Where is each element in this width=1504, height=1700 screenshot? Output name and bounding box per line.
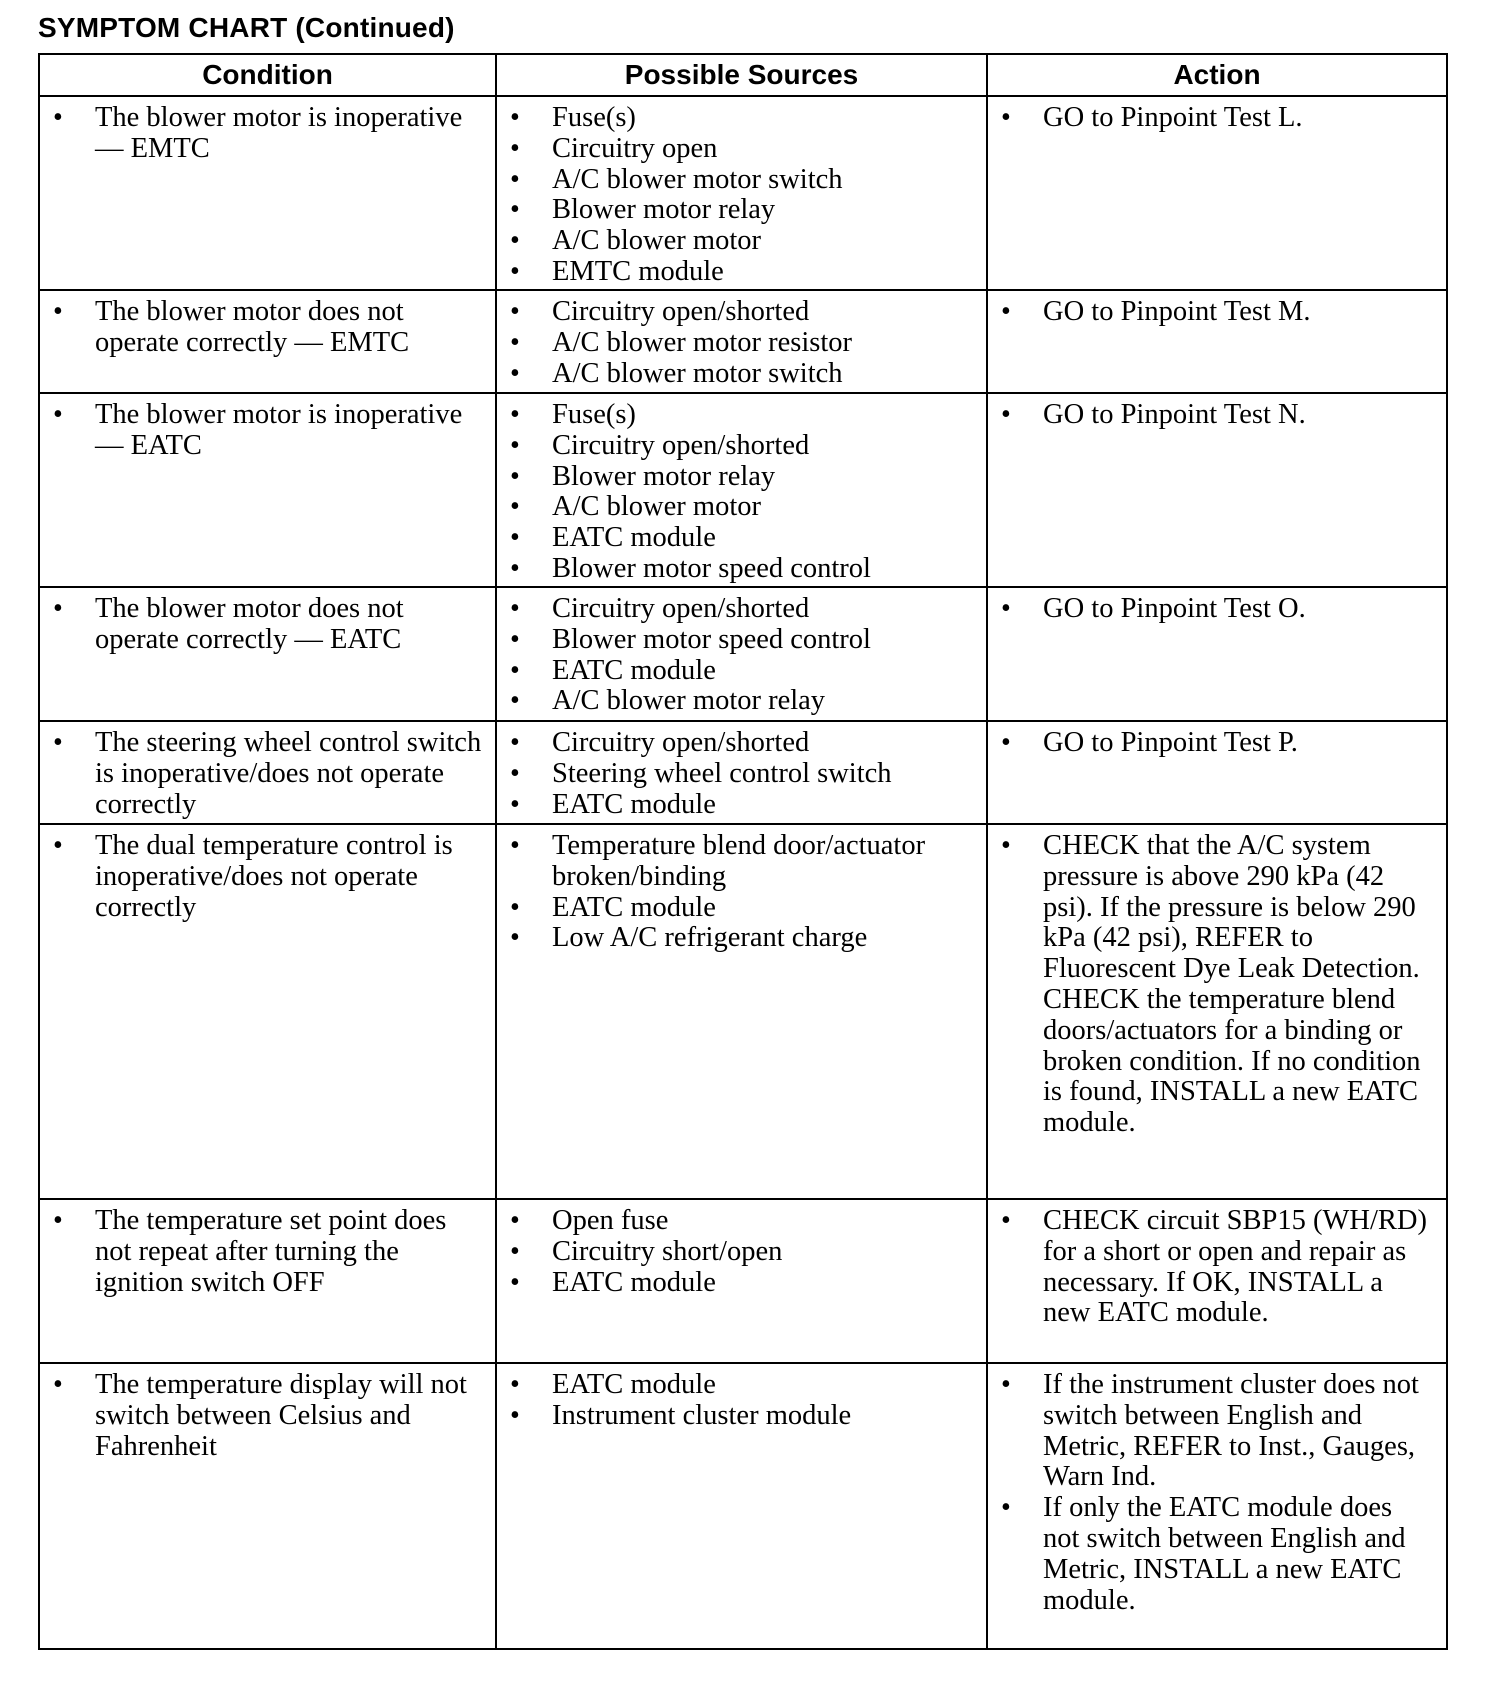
bullet-list bbox=[40, 400, 495, 462]
bullet-list bbox=[40, 103, 495, 165]
condition-cell bbox=[39, 824, 496, 1199]
table-row bbox=[39, 290, 1447, 393]
source-item: • A/C blower motor switch bbox=[497, 165, 986, 196]
header-action: Action bbox=[987, 54, 1447, 96]
condition-item: • The steering wheel control switch is inoperative/does not operate correctly bbox=[40, 728, 495, 820]
table-row bbox=[39, 587, 1447, 721]
source-item: • EATC module bbox=[497, 1268, 986, 1299]
source-item: • Steering wheel control switch bbox=[497, 759, 986, 790]
condition-item: • The blower motor is inoperative — EATC bbox=[40, 400, 495, 462]
action-item: • GO to Pinpoint Test O. bbox=[988, 594, 1446, 625]
page-title: SYMPTOM CHART (Continued) bbox=[38, 12, 455, 43]
condition-item: • The temperature display will not switch between Celsius and Fahrenheit bbox=[40, 1370, 495, 1462]
source-item: • Fuse(s) bbox=[497, 103, 986, 134]
action-cell bbox=[987, 290, 1447, 393]
bullet-list bbox=[988, 728, 1446, 759]
source-item: • Circuitry open/shorted bbox=[497, 594, 986, 625]
condition-cell bbox=[39, 587, 496, 721]
source-item: • EATC module bbox=[497, 656, 986, 687]
action-item: • GO to Pinpoint Test N. bbox=[988, 400, 1446, 431]
action-cell bbox=[987, 96, 1447, 290]
bullet-list bbox=[988, 594, 1446, 625]
action-item: • If only the EATC module does not switch between English and Metric, INSTALL a new EATC module. bbox=[988, 1493, 1446, 1616]
source-item: • Circuitry open/shorted bbox=[497, 297, 986, 328]
condition-cell bbox=[39, 1363, 496, 1649]
source-item: • Low A/C refrigerant charge bbox=[497, 923, 986, 954]
table-row bbox=[39, 96, 1447, 290]
source-item: • EMTC module bbox=[497, 257, 986, 288]
bullet-list bbox=[497, 728, 986, 820]
condition-cell bbox=[39, 393, 496, 587]
source-item: • Blower motor speed control bbox=[497, 554, 986, 585]
source-item: • Blower motor speed control bbox=[497, 625, 986, 656]
source-item: • Circuitry open/shorted bbox=[497, 431, 986, 462]
table-row bbox=[39, 824, 1447, 1199]
sources-cell bbox=[496, 1199, 987, 1363]
action-cell bbox=[987, 393, 1447, 587]
source-item: • Circuitry short/open bbox=[497, 1237, 986, 1268]
source-item: • EATC module bbox=[497, 1370, 986, 1401]
action-item: • GO to Pinpoint Test P. bbox=[988, 728, 1446, 759]
source-item: • A/C blower motor relay bbox=[497, 686, 986, 717]
sources-cell bbox=[496, 721, 987, 824]
bullet-list bbox=[497, 103, 986, 288]
action-item: • CHECK circuit SBP15 (WH/RD) for a short or open and repair as necessary. If OK, INSTALL a new EATC module. bbox=[988, 1206, 1446, 1329]
symptom-chart-table bbox=[38, 53, 1448, 1650]
bullet-list bbox=[497, 1370, 986, 1432]
source-item: • Circuitry open bbox=[497, 134, 986, 165]
source-item: • A/C blower motor bbox=[497, 226, 986, 257]
sources-cell bbox=[496, 290, 987, 393]
bullet-list bbox=[988, 400, 1446, 431]
table-body bbox=[39, 96, 1447, 1649]
bullet-list bbox=[988, 103, 1446, 134]
sources-cell bbox=[496, 96, 987, 290]
action-item: • GO to Pinpoint Test M. bbox=[988, 297, 1446, 328]
source-item: • Circuitry open/shorted bbox=[497, 728, 986, 759]
table-row bbox=[39, 393, 1447, 587]
bullet-list bbox=[497, 1206, 986, 1298]
condition-item: • The blower motor does not operate correctly — EATC bbox=[40, 594, 495, 656]
source-item: • EATC module bbox=[497, 523, 986, 554]
bullet-list bbox=[40, 1370, 495, 1462]
action-cell bbox=[987, 824, 1447, 1199]
bullet-list bbox=[988, 297, 1446, 328]
action-item: • CHECK that the A/C system pressure is above 290 kPa (42 psi). If the pressure is below 290 kPa (42 psi), REFER to Fluorescent Dye Leak Detection. CHECK the temperature blend doors/actuators for a binding or broken condition. If no condition is found, INSTALL a new EATC module. bbox=[988, 831, 1446, 1139]
bullet-list bbox=[497, 831, 986, 954]
bullet-list bbox=[988, 831, 1446, 1139]
action-cell bbox=[987, 721, 1447, 824]
header-possible-sources: Possible Sources bbox=[496, 54, 987, 96]
action-item: • If the instrument cluster does not switch between English and Metric, REFER to Inst., Gauges, Warn Ind. bbox=[988, 1370, 1446, 1493]
bullet-list bbox=[40, 297, 495, 359]
condition-item: • The blower motor is inoperative — EMTC bbox=[40, 103, 495, 165]
condition-cell bbox=[39, 1199, 496, 1363]
source-item: • A/C blower motor bbox=[497, 492, 986, 523]
table-row bbox=[39, 1363, 1447, 1649]
bullet-list bbox=[988, 1206, 1446, 1329]
source-item: • A/C blower motor resistor bbox=[497, 328, 986, 359]
action-cell bbox=[987, 587, 1447, 721]
condition-item: • The dual temperature control is inoperative/does not operate correctly bbox=[40, 831, 495, 923]
condition-cell bbox=[39, 290, 496, 393]
table-row bbox=[39, 1199, 1447, 1363]
bullet-list bbox=[40, 831, 495, 923]
sources-cell bbox=[496, 824, 987, 1199]
bullet-list bbox=[497, 594, 986, 717]
condition-cell bbox=[39, 96, 496, 290]
header-row bbox=[39, 54, 1447, 96]
sources-cell bbox=[496, 1363, 987, 1649]
source-item: • Instrument cluster module bbox=[497, 1401, 986, 1432]
bullet-list bbox=[497, 297, 986, 389]
source-item: • Blower motor relay bbox=[497, 195, 986, 226]
source-item: • EATC module bbox=[497, 893, 986, 924]
condition-cell bbox=[39, 721, 496, 824]
action-cell bbox=[987, 1363, 1447, 1649]
header-condition: Condition bbox=[39, 54, 496, 96]
bullet-list bbox=[988, 1370, 1446, 1616]
source-item: • Temperature blend door/actuator broken/binding bbox=[497, 831, 986, 893]
action-cell bbox=[987, 1199, 1447, 1363]
source-item: • Fuse(s) bbox=[497, 400, 986, 431]
source-item: • EATC module bbox=[497, 790, 986, 821]
condition-item: • The blower motor does not operate correctly — EMTC bbox=[40, 297, 495, 359]
condition-item: • The temperature set point does not repeat after turning the ignition switch OFF bbox=[40, 1206, 495, 1298]
source-item: • Blower motor relay bbox=[497, 462, 986, 493]
action-item: • GO to Pinpoint Test L. bbox=[988, 103, 1446, 134]
table-row bbox=[39, 721, 1447, 824]
source-item: • Open fuse bbox=[497, 1206, 986, 1237]
sources-cell bbox=[496, 587, 987, 721]
source-item: • A/C blower motor switch bbox=[497, 359, 986, 390]
bullet-list bbox=[40, 594, 495, 656]
sources-cell bbox=[496, 393, 987, 587]
bullet-list bbox=[40, 1206, 495, 1298]
bullet-list bbox=[497, 400, 986, 585]
bullet-list bbox=[40, 728, 495, 820]
